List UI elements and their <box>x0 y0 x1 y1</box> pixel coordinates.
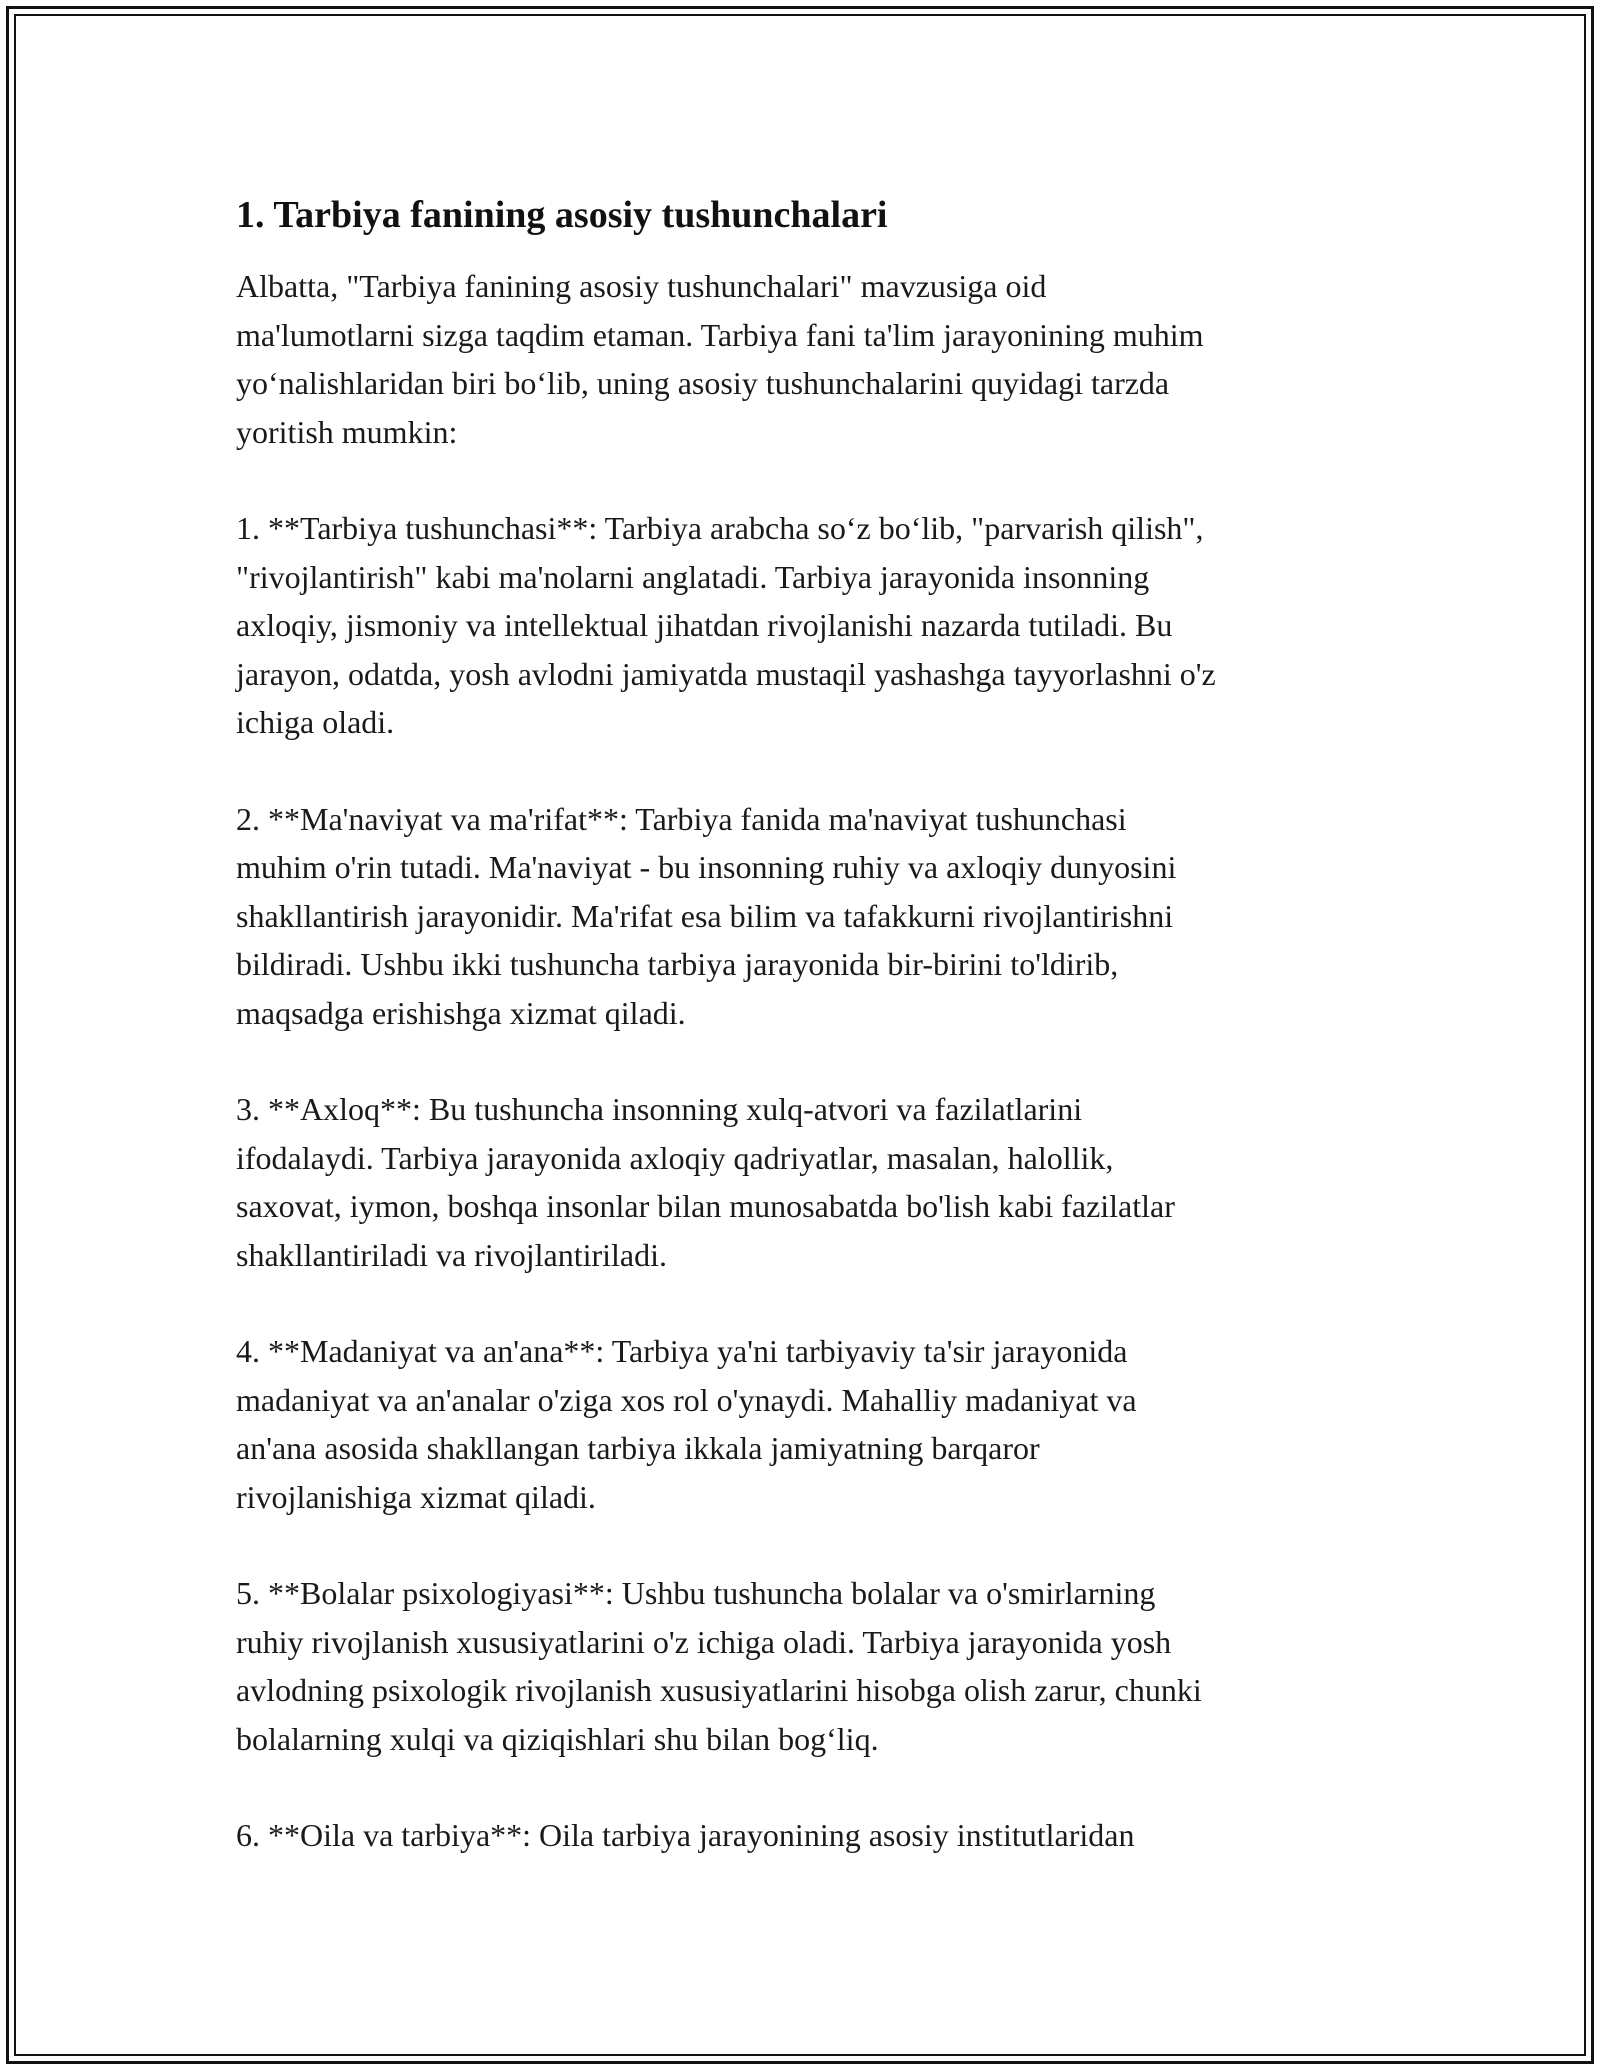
document-body <box>236 186 1364 1908</box>
list-item-6: 6. **Oila va tarbiya**: Oila tarbiya jarayonining asosiy institutlaridan <box>236 1817 1135 1853</box>
list-item-3: 3. **Axloq**: Bu tushuncha insonning xulq-atvori va fazilatlarini ifodalaydi. Tarbiya jarayonida axloqiy qadriyatlar, masalan, halollik, saxovat, iymon, boshqa insonlar bilan munosabatda bo'lish kabi fazilatlar shakllantiriladi va rivojlantiriladi. <box>236 1091 1175 1273</box>
document-heading: 1. Tarbiya fanining asosiy tushunchalari <box>236 194 888 236</box>
list-item-4: 4. **Madaniyat va an'ana**: Tarbiya ya'ni tarbiyaviy ta'sir jarayonida madaniyat va an'analar o'ziga xos rol o'ynaydi. Mahalliy madaniyat va an'ana asosida shakllangan tarbiya ikkala jamiyatning barqaror rivojlanishiga xizmat qiladi. <box>236 1333 1137 1515</box>
list-item-5: 5. **Bolalar psixologiyasi**: Ushbu tushuncha bolalar va o'smirlarning ruhiy rivojlanish xususiyatlarini o'z ichiga oladi. Tarbiya jarayonida yosh avlodning psixologik rivojlanish xususiyatlarini hisobga olish zarur, chunki bolalarning xulqi va qiziqishlari shu bilan bog‘liq. <box>236 1575 1202 1757</box>
intro-paragraph: Albatta, "Tarbiya fanining asosiy tushunchalari" mavzusiga oid ma'lumotlarni sizga taqdim etaman. Tarbiya fani ta'lim jarayonining muhim yo‘nalishlaridan biri bo‘lib, uning asosiy tushunchalarini quyidagi tarzda yoritish mumkin: <box>236 268 1204 450</box>
list-item-2: 2. **Ma'naviyat va ma'rifat**: Tarbiya fanida ma'naviyat tushunchasi muhim o'rin tutadi. Ma'naviyat - bu insonning ruhiy va axloqiy dunyosini shakllantirish jarayonidir. Ma'rifat esa bilim va tafakkurni rivojlantirishni bildiradi. Ushbu ikki tushuncha tarbiya jarayonida bir-birini to'ldirib, maqsadga erishishga xizmat qiladi. <box>236 800 1177 1031</box>
list-item-1: 1. **Tarbiya tushunchasi**: Tarbiya arabcha so‘z bo‘lib, "parvarish qilish", "rivojlantirish" kabi ma'nolarni anglatadi. Tarbiya jarayonida insonning axloqiy, jismoniy va intellektual jihatdan rivojlanishi nazarda tutiladi. Bu jarayon, odatda, yosh avlodni jamiyatda mustaqil yashashga tayyorlashni o'z ichiga oladi. <box>236 510 1216 740</box>
